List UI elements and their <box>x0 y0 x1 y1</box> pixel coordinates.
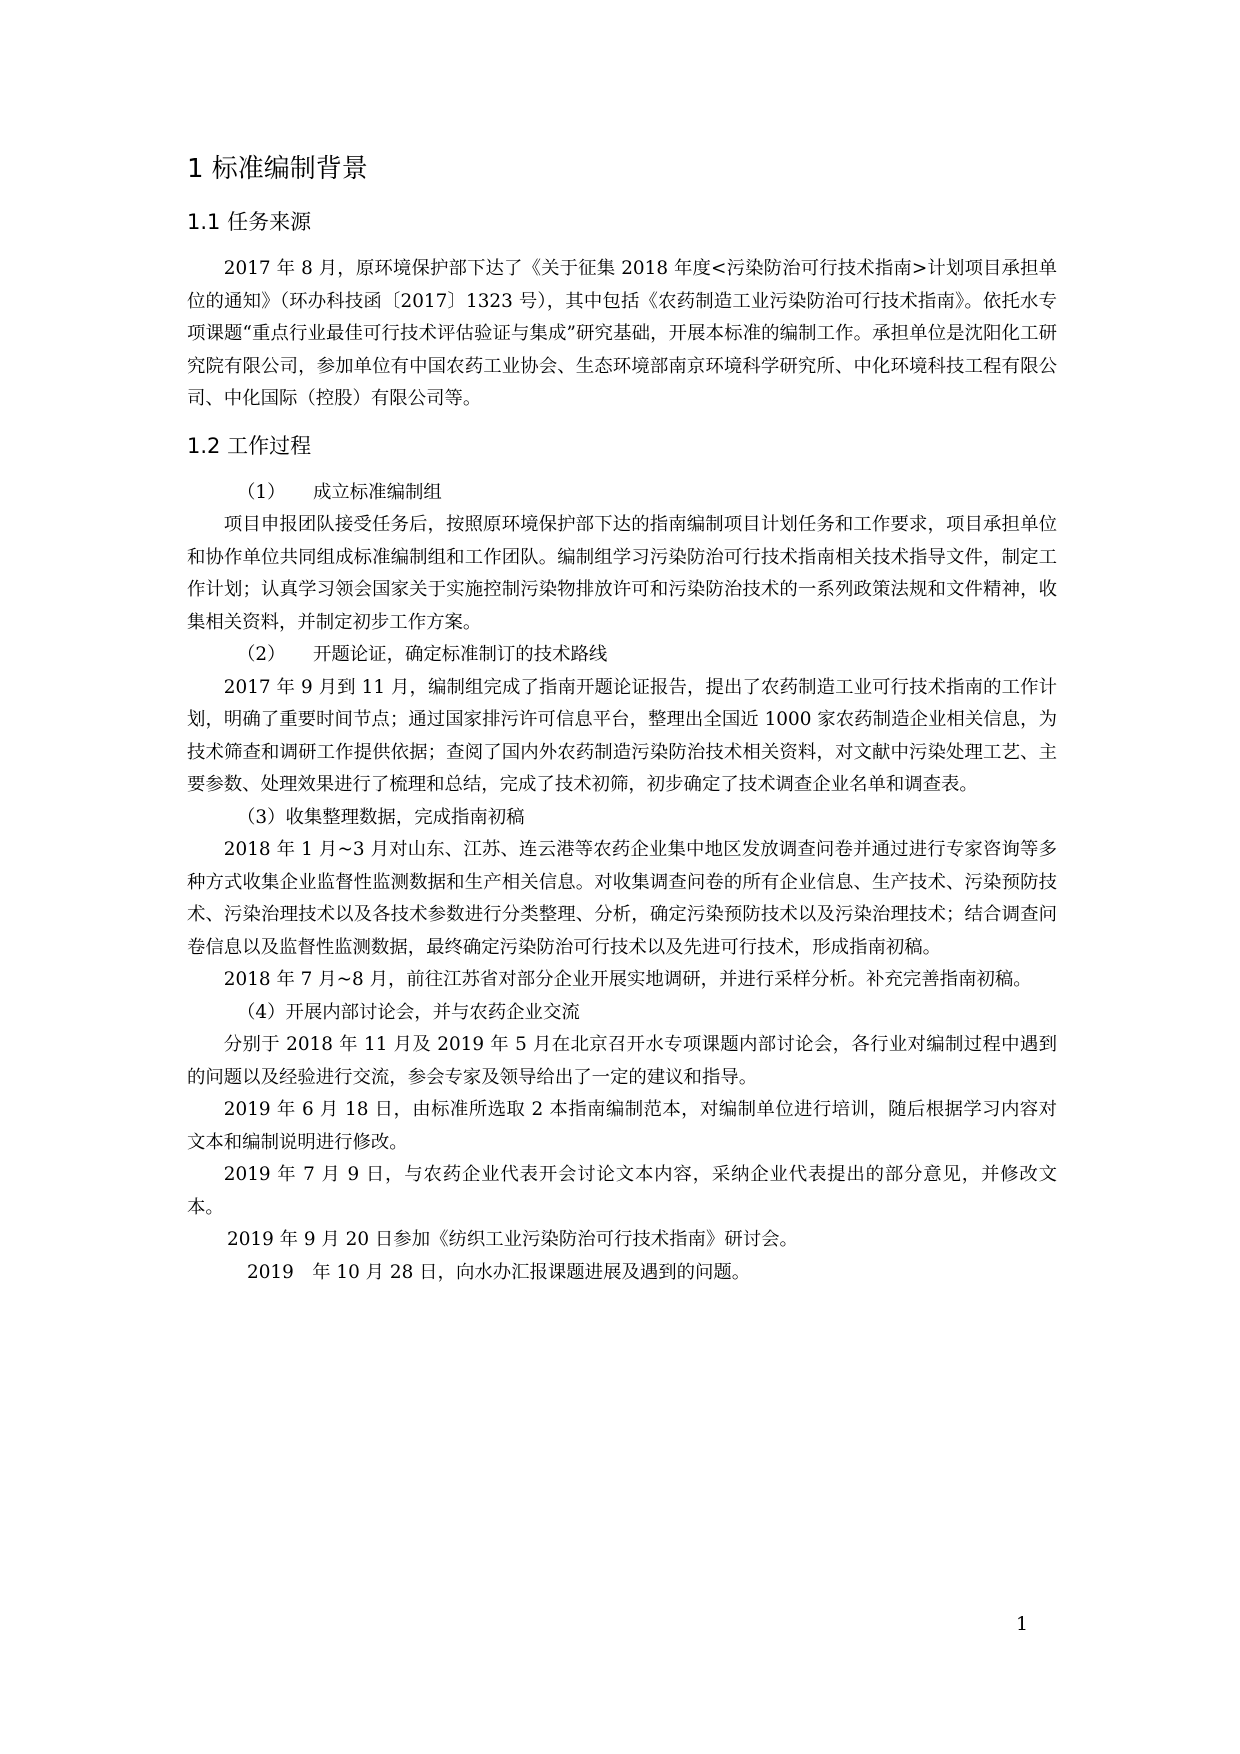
step-2-number: （2） <box>237 644 286 665</box>
paragraph-step-4-e: 2019 年 10 月 28 日，向水办汇报课题进展及遇到的问题。 <box>247 1261 751 1283</box>
paragraph-step-4-d: 2019 年 9 月 20 日参加《纺织工业污染防治可行技术指南》研讨会。 <box>227 1229 798 1250</box>
paragraph-step-4-b: 2019 年 6 月 18 日，由标准所选取 2 本指南编制范本，对编制单位进行培训，随后根据学习内容对文本和编制说明进行修改。 <box>187 1099 1057 1153</box>
step-3-heading: （3）收集整理数据，完成指南初稿 <box>237 806 525 828</box>
paragraph-step-1: 项目申报团队接受任务后，按照原环境保护部下达的指南编制项目计划任务和工作要求，项目承担单位和协作单位共同组成标准编制组和工作团队。编制组学习污染防治可行技术指南相关技术指导文件，制定工作计划；认真学习领会国家关于实施控制污染物排放许可和污染防治技术的一系列政策法规和文件精神，收集相关资料，并制定初步工作方案。 <box>187 514 1057 633</box>
section-heading-task-source: 1.1 任务来源 <box>187 210 312 234</box>
step-1-heading <box>187 477 1057 510</box>
page-number: 1 <box>1016 1613 1029 1635</box>
step-4-heading: （4）开展内部讨论会，并与农药企业交流 <box>237 1001 580 1023</box>
paragraph-step-2: 2017 年 9 月到 11 月，编制组完成了指南开题论证报告，提出了农药制造工业可行技术指南的工作计划，明确了重要时间节点；通过国家排污许可信息平台，整理出全国近 1000 家农药制造企业相关信息，为技术筛查和调研工作提供依据；查阅了国内外农药制造污染防治技术相关资料，对文献中污染处理工艺、主要参数、处理效果进行了梳理和总结，完成了技术初筛，初步确定了技术调查企业名单和调查表。 <box>187 676 1057 795</box>
paragraph-step-3-b: 2018 年 7 月~8 月，前往江苏省对部分企业开展实地调研，并进行采样分析。补充完善指南初稿。 <box>223 969 1032 990</box>
chapter-heading: 1 标准编制背景 <box>187 154 368 184</box>
paragraph-step-3-a: 2018 年 1 月~3 月对山东、江苏、连云港等农药企业集中地区发放调查问卷并通过进行专家咨询等多种方式收集企业监督性监测数据和生产相关信息。对收集调查问卷的所有企业信息、生产技术、污染预防技术、污染治理技术以及各技术参数进行分类整理、分析，确定污染预防技术以及污染治理技术；结合调查问卷信息以及监督性监测数据，最终确定污染防治可行技术以及先进可行技术，形成指南初稿。 <box>187 839 1057 958</box>
paragraph-step-4-c: 2019 年 7 月 9 日，与农药企业代表开会讨论文本内容，采纳企业代表提出的部分意见，并修改文本。 <box>187 1164 1057 1218</box>
step-2-title: 开题论证，确定标准制订的技术路线 <box>313 644 608 665</box>
step-2-heading <box>187 639 1057 672</box>
step-1-title: 成立标准编制组 <box>313 481 442 503</box>
paragraph-task-source: 2017 年 8 月，原环境保护部下达了《关于征集 2018 年度<污染防治可行技术指南>计划项目承担单位的通知》（环办科技函〔2017〕1323 号），其中包括《农药制造工业污染防治可行技术指南》。依托水专项课题“重点行业最佳可行技术评估验证与集成”研究基础，开展本标准的编制工作。承担单位是沈阳化工研究院有限公司，参加单位有中国农药工业协会、生态环境部南京环境科学研究所、中化环境科技工程有限公司、中化国际（控股）有限公司等。 <box>187 258 1057 409</box>
step-1-number: （1） <box>237 481 286 503</box>
section-heading-work-process: 1.2 工作过程 <box>187 433 312 458</box>
document-body <box>187 150 1057 1289</box>
paragraph-step-4-a: 分别于 2018 年 11 月及 2019 年 5 月在北京召开水专项课题内部讨论会，各行业对编制过程中遇到的问题以及经验进行交流，参会专家及领导给出了一定的建议和指导。 <box>187 1034 1057 1088</box>
